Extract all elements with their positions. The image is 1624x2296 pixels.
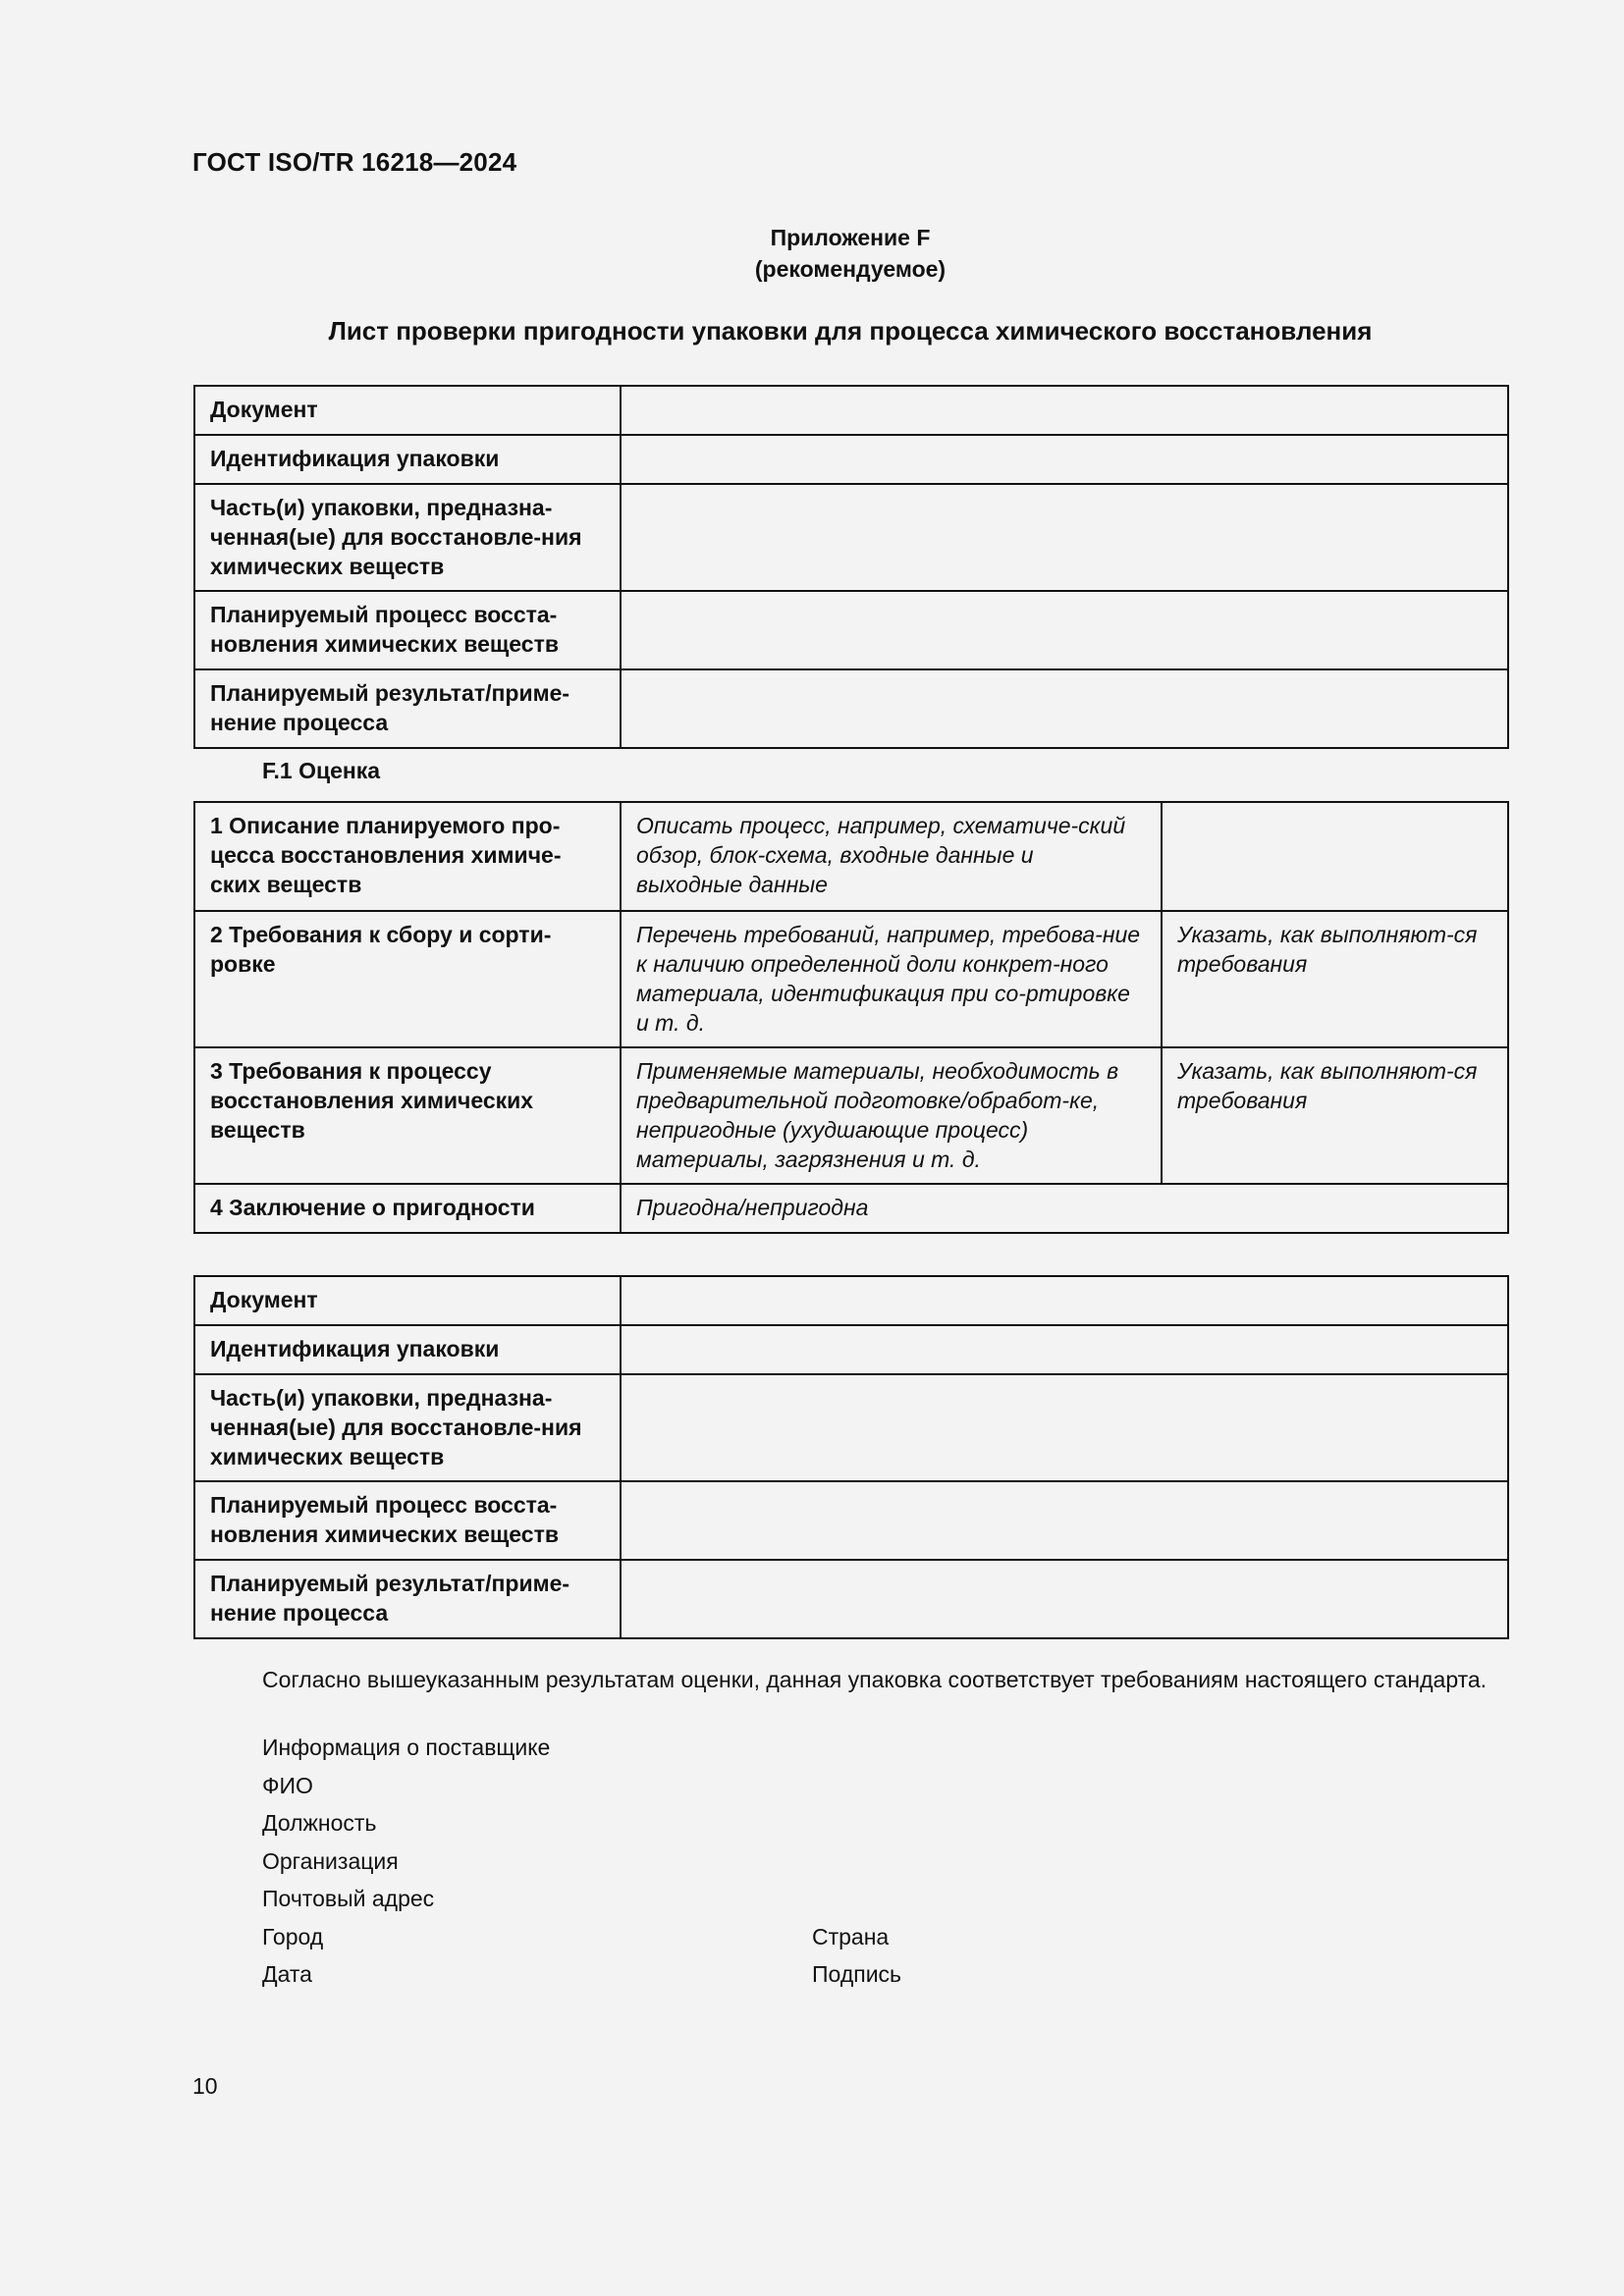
id-label-package-parts: Часть(и) упаковки, предназна-ченная(ые) для восстановле-ния химических веществ bbox=[194, 1374, 621, 1481]
id-label-planned-process: Планируемый процесс восста-новления химических веществ bbox=[194, 1481, 621, 1560]
eval-criterion: 2 Требования к сбору и сорти-ровке bbox=[194, 911, 621, 1047]
id-label-package-identification: Идентификация упаковки bbox=[194, 435, 621, 484]
evaluation-table bbox=[193, 801, 1509, 1234]
id-value-package-parts bbox=[621, 1374, 1508, 1481]
id-value-planned-process bbox=[621, 591, 1508, 669]
eval-response bbox=[1162, 802, 1508, 911]
eval-criterion: 1 Описание планируемого про-цесса восстановления химиче-ских веществ bbox=[194, 802, 621, 911]
appendix-title: Лист проверки пригодности упаковки для процесса химического восстановления bbox=[328, 316, 1373, 346]
appendix-status: (рекомендуемое) bbox=[754, 256, 947, 282]
id-label-package-identification: Идентификация упаковки bbox=[194, 1325, 621, 1374]
eval-criterion: 4 Заключение о пригодности bbox=[194, 1184, 621, 1233]
id-value-document bbox=[621, 1276, 1508, 1325]
eval-response: Указать, как выполняют-ся требования bbox=[1162, 1047, 1508, 1184]
supplier-fio: ФИО bbox=[262, 1773, 313, 1798]
supplier-signature: Подпись bbox=[812, 1961, 902, 1987]
eval-description: Перечень требований, например, требова-ние к наличию определенной доли конкрет-ного материала, идентификация при со-ртировке и т. д. bbox=[621, 911, 1162, 1047]
id-label-package-parts: Часть(и) упаковки, предназна-ченная(ые) для восстановле-ния химических веществ bbox=[194, 484, 621, 591]
supplier-city: Город bbox=[262, 1924, 324, 1949]
supplier-postal-address: Почтовый адрес bbox=[262, 1886, 435, 1911]
eval-response: Указать, как выполняют-ся требования bbox=[1162, 911, 1508, 1047]
id-value-package-parts bbox=[621, 484, 1508, 591]
document-header: ГОСТ ISO/TR 16218—2024 bbox=[192, 147, 517, 177]
supplier-date: Дата bbox=[262, 1961, 312, 1987]
id-value-package-identification bbox=[621, 435, 1508, 484]
identification-table bbox=[193, 385, 1509, 749]
id-label-planned-result: Планируемый результат/приме-нение процесса bbox=[194, 1560, 621, 1638]
id-label-document: Документ bbox=[194, 386, 621, 435]
page-number: 10 bbox=[192, 2073, 218, 2099]
supplier-organization: Организация bbox=[262, 1848, 399, 1874]
conclusion-text: Согласно вышеуказанным результатам оценки, данная упаковка соответствует требованиям настоящего стандарта. bbox=[262, 1667, 1488, 1692]
id-value-package-identification bbox=[621, 1325, 1508, 1374]
supplier-country: Страна bbox=[812, 1924, 890, 1949]
id-label-document: Документ bbox=[194, 1276, 621, 1325]
id-label-planned-result: Планируемый результат/приме-нение процесса bbox=[194, 669, 621, 748]
id-label-planned-process: Планируемый процесс восста-новления химических веществ bbox=[194, 591, 621, 669]
supplier-heading: Информация о поставщике bbox=[262, 1735, 551, 1760]
appendix-label: Приложение F bbox=[770, 225, 931, 250]
conclusion-paragraph bbox=[192, 1665, 1508, 1695]
section-heading: F.1 Оценка bbox=[262, 758, 381, 783]
eval-description: Применяемые материалы, необходимость в предварительной подготовке/обработ-ке, непригодные (ухудшающие процесс) материалы, загрязнения и т. д. bbox=[621, 1047, 1162, 1184]
id-value-document bbox=[621, 386, 1508, 435]
id-value-planned-process bbox=[621, 1481, 1508, 1560]
eval-conclusion: Пригодна/непригодна bbox=[621, 1184, 1508, 1233]
identification-table-2 bbox=[193, 1275, 1509, 1639]
supplier-position: Должность bbox=[262, 1810, 377, 1836]
id-value-planned-result bbox=[621, 669, 1508, 748]
eval-criterion: 3 Требования к процессу восстановления химических веществ bbox=[194, 1047, 621, 1184]
eval-description: Описать процесс, например, схематиче-ский обзор, блок-схема, входные данные и выходные данные bbox=[621, 802, 1162, 911]
id-value-planned-result bbox=[621, 1560, 1508, 1638]
